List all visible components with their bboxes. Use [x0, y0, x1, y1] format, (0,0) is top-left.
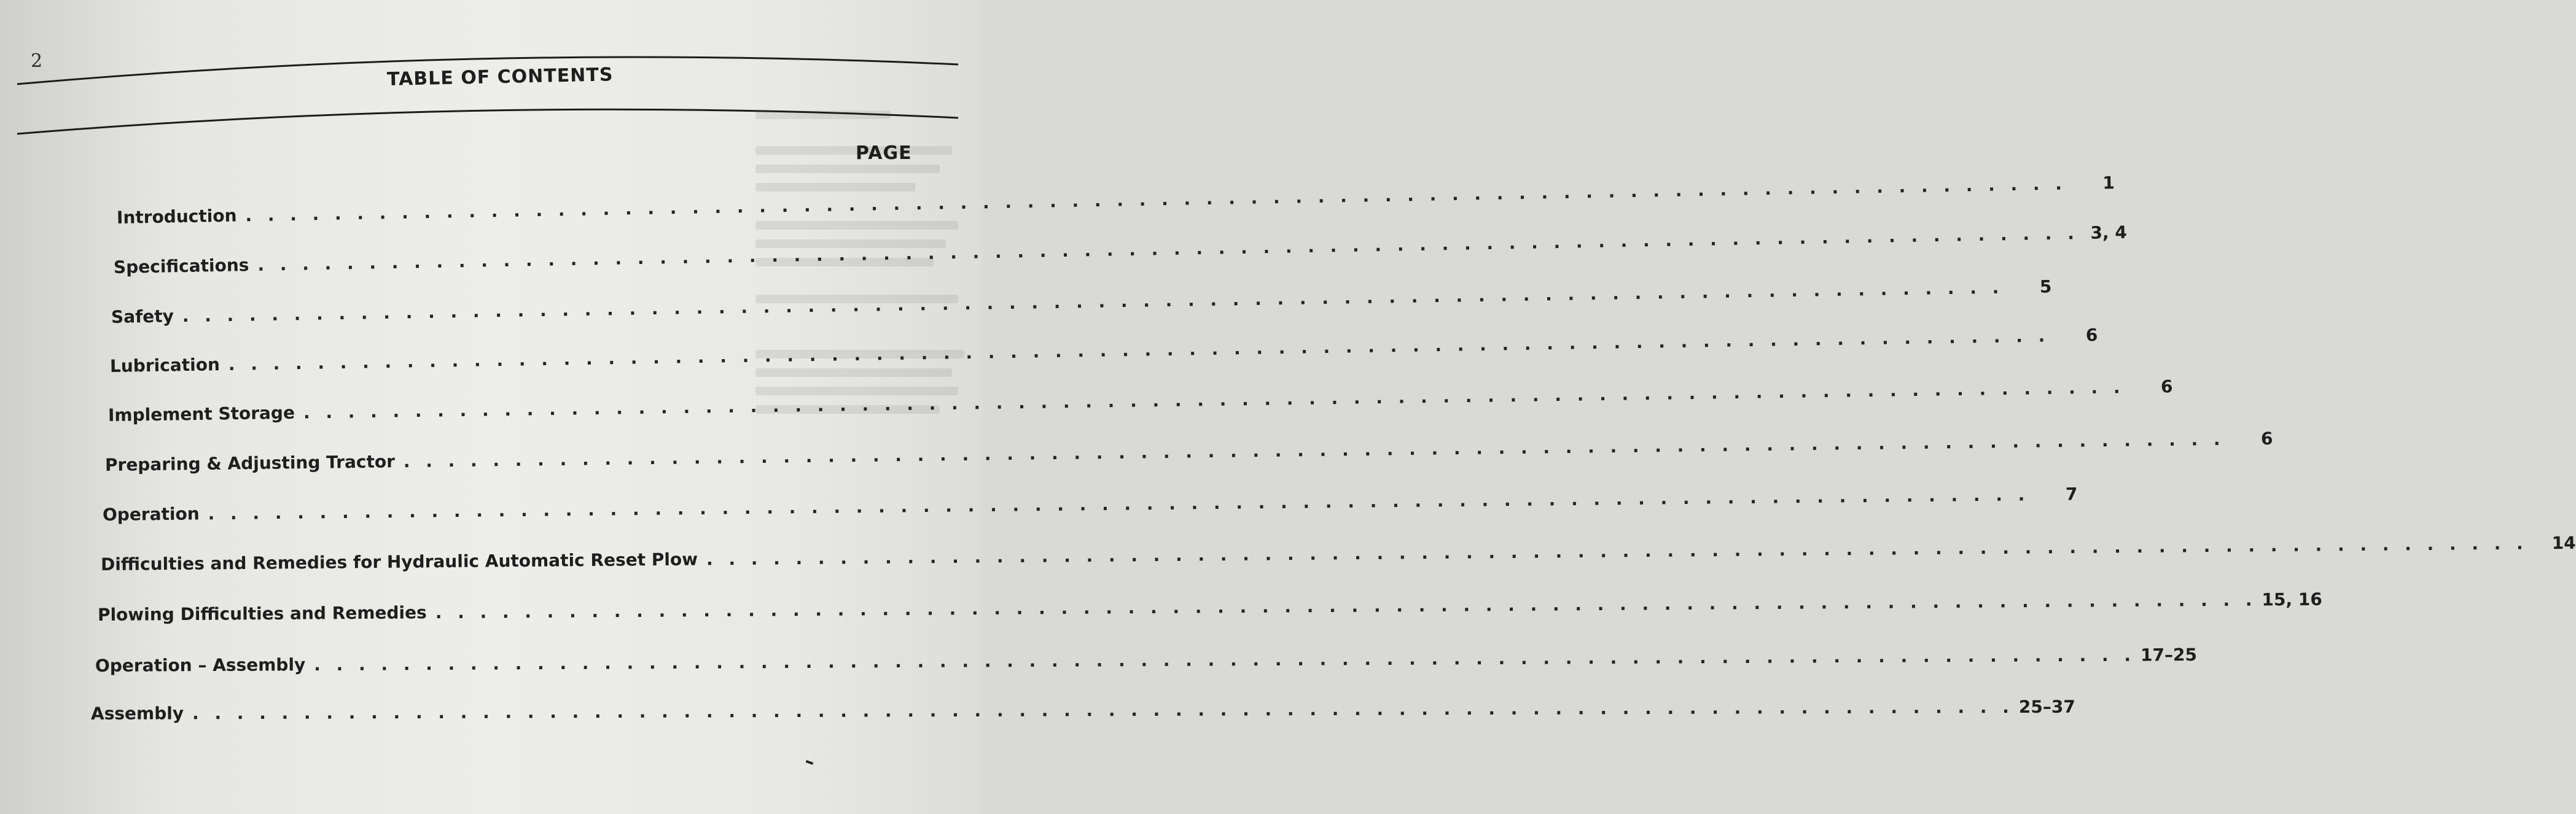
toc-entry [111, 276, 2052, 327]
toc-entry [90, 696, 2075, 724]
toc-entry-title: Plowing Difficulties and Remedies [97, 602, 427, 625]
toc-entry-page: 6 [2160, 376, 2173, 397]
leader-dots: . . . . . . . . . . . . . . . . . . . . . . . . . . . . . . . . . . . . . . . . . . . . . . . . . . . . . . . . . . . . . . . . . . . . . . . . . . . . . . . . . . [208, 484, 2030, 524]
leader-dots: . . . . . . . . . . . . . . . . . . . . . . . . . . . . . . . . . . . . . . . . . . . . . . . . . . . . . . . . . . . . . . . . . . . . . . . . . . . . . . . . . . [706, 533, 2528, 570]
toc-entry [116, 172, 2115, 228]
toc-entry-page: 25–37 [2018, 696, 2075, 718]
toc-entry-page: 3, 4 [2090, 222, 2128, 243]
toc-entry-title: Operation – Assembly [95, 654, 306, 676]
page-column-label: PAGE [856, 142, 912, 164]
toc-entry [102, 484, 2078, 525]
toc-entry [95, 645, 2198, 676]
toc-entry-page: 1 [2102, 172, 2115, 193]
leader-dots: . . . . . . . . . . . . . . . . . . . . . . . . . . . . . . . . . . . . . . . . . . . . . . . . . . . . . . . . . . . . . . . . . . . . . . . . . . . . . . . . . . [257, 223, 2080, 275]
toc-entry-title: Specifications [113, 255, 249, 277]
toc-entry-page: 15, 16 [2262, 589, 2322, 610]
toc-entry-title: Lubrication [109, 354, 221, 376]
toc-entry-title: Preparing & Adjusting Tractor [104, 451, 396, 475]
leader-dots: . . . . . . . . . . . . . . . . . . . . . . . . . . . . . . . . . . . . . . . . . . . . . . . . . . . . . . . . . . . . . . . . . . . . . . . . . . . . . . . . . . [192, 697, 2014, 724]
toc-entry-title: Operation [102, 503, 200, 525]
toc-entry-page: 14 [2551, 532, 2576, 554]
leader-dots: . . . . . . . . . . . . . . . . . . . . . . . . . . . . . . . . . . . . . . . . . . . . . . . . . . . . . . . . . . . . . . . . . . . . . . . . . . . . . . . . . . [314, 645, 2136, 675]
leader-dots: . . . . . . . . . . . . . . . . . . . . . . . . . . . . . . . . . . . . . . . . . . . . . . . . . . . . . . . . . . . . . . . . . . . . . . . . . . . . . . . . . . [303, 377, 2125, 423]
toc-entry-title: Difficulties and Remedies for Hydraulic Automatic Reset Plow [100, 549, 698, 575]
leader-dots: . . . . . . . . . . . . . . . . . . . . . . . . . . . . . . . . . . . . . . . . . . . . . . . . . . . . . . . . . . . . . . . . . . . . . . . . . . . . . . . . . . [245, 173, 2067, 226]
toc-entry-title: Safety [111, 306, 174, 327]
toc-entry-title: Introduction [116, 205, 237, 228]
leader-dots: . . . . . . . . . . . . . . . . . . . . . . . . . . . . . . . . . . . . . . . . . . . . . . . . . . . . . . . . . . . . . . . . . . . . . . . . . . . . . . . . . . [228, 325, 2050, 374]
toc-entry [100, 532, 2576, 575]
leader-dots: . . . . . . . . . . . . . . . . . . . . . . . . . . . . . . . . . . . . . . . . . . . . . . . . . . . . . . . . . . . . . . . . . . . . . . . . . . . . . . . . . . [435, 589, 2257, 623]
toc-entry-page: 17–25 [2140, 645, 2198, 665]
leader-dots: . . . . . . . . . . . . . . . . . . . . . . . . . . . . . . . . . . . . . . . . . . . . . . . . . . . . . . . . . . . . . . . . . . . . . . . . . . . . . . . . . . [403, 428, 2225, 472]
toc-entry [107, 376, 2173, 425]
page-title: TABLE OF CONTENTS [386, 64, 614, 90]
toc-entry-page: 6 [2260, 428, 2273, 449]
toc-entry-title: Assembly [90, 703, 184, 724]
leader-dots: . . . . . . . . . . . . . . . . . . . . . . . . . . . . . . . . . . . . . . . . . . . . . . . . . . . . . . . . . . . . . . . . . . . . . . . . . . . . . . . . . . [182, 277, 2004, 327]
page-number: 2 [31, 50, 43, 72]
toc-entry-title: Implement Storage [107, 402, 295, 425]
toc-entry [113, 222, 2128, 277]
toc-entry [104, 428, 2273, 475]
toc-entry [97, 589, 2322, 625]
toc-entry-page: 5 [2039, 276, 2052, 297]
toc-entry-page: 7 [2065, 484, 2078, 505]
toc-entry [109, 325, 2098, 376]
toc-entry-page: 6 [2085, 325, 2098, 346]
